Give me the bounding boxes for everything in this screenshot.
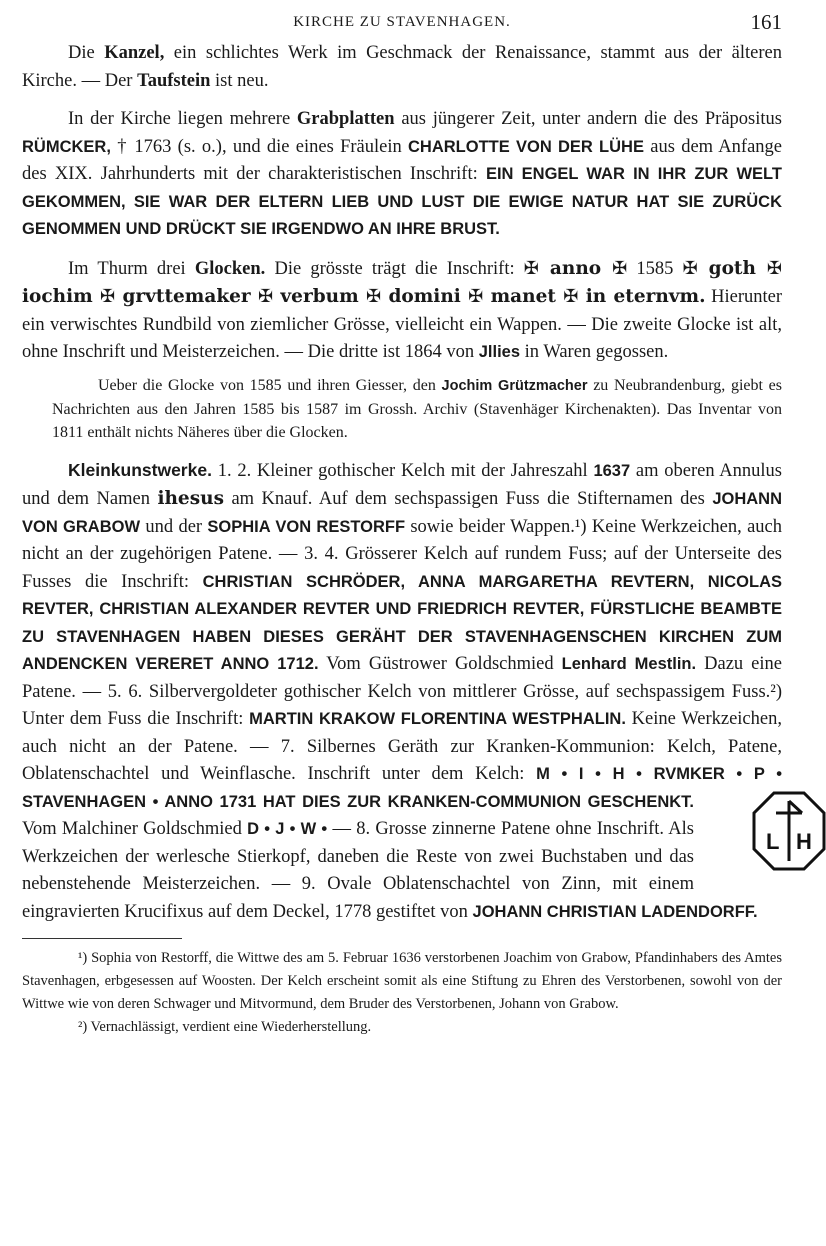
name-restorff: SOPHIA VON RESTORFF bbox=[207, 517, 406, 536]
running-header bbox=[22, 10, 782, 40]
name-ruemcker: RÜMCKER, bbox=[22, 137, 111, 156]
text: In der Kirche liegen mehrere bbox=[68, 109, 297, 129]
cross-icon: ✠ bbox=[366, 286, 382, 306]
cross-icon: ✠ bbox=[468, 286, 484, 306]
cross-icon: ✠ bbox=[258, 286, 274, 306]
text: sowie beider Wappen.¹) Keine Werkzeichen, auch nicht an der zugehörigen Patene. — 3. 4. Grösserer Kelch auf rundem Fuss; auf der Unterseite des Fusses die Inschrift: bbox=[22, 516, 783, 592]
text: Keine Werkzeichen, auch nicht an der Patene. — 7. Silbernes Geräth zur Kranken-Kommunion: Kelch, Patene, Oblatenschachtel und Weinflasche. Inschrift unter dem Kelch: bbox=[22, 709, 782, 784]
document-page bbox=[22, 10, 812, 1039]
text: 1. 2. Kleiner gothischer Kelch mit der Jahreszahl bbox=[211, 460, 594, 481]
footnote-rule bbox=[22, 938, 182, 939]
text: Im Thurm drei bbox=[68, 258, 195, 279]
inscription-engel: EIN ENGEL WAR IN IHR ZUR WELT GEKOMMEN, SIE WAR DER ELTERN LIEB UND LUST DIE EWIGE NATUR HAT SIE ZURÜCK GENOMMEN UND DRÜCKT SIE IRGENDWO AN IHRE BRUST. bbox=[22, 165, 782, 238]
mark-letter: H bbox=[796, 828, 812, 854]
term-taufstein: Taufstein bbox=[137, 70, 211, 91]
text: 1585 bbox=[627, 258, 683, 279]
cross-icon: ✠ bbox=[682, 257, 698, 278]
paragraph-glocken bbox=[22, 255, 782, 367]
blackletter-text: verbum bbox=[273, 286, 367, 307]
term-grabplatten: Grabplatten bbox=[296, 109, 395, 129]
master-mark-icon bbox=[752, 791, 826, 871]
cross-icon: ✠ bbox=[766, 257, 783, 278]
name-charlotte: CHARLOTTE VON DER LÜHE bbox=[408, 137, 644, 156]
text: am oberen Annulus und dem Namen bbox=[22, 460, 782, 509]
paragraph-kanzel bbox=[22, 40, 782, 95]
name-djw: D • J • W • bbox=[247, 820, 328, 838]
cross-icon: ✠ bbox=[563, 286, 579, 306]
year-1637: 1637 bbox=[593, 461, 631, 480]
text: aus dem Anfange des XIX. Jahrhunderts mit der charakteristischen Inschrift: bbox=[22, 136, 782, 184]
text: Dazu eine Patene. — 5. 6. Silbervergoldeter gothischer Kelch von mittlerer Grösse, auf sechspassigem Fuss.²) Unter dem Fuss die Inschrift: bbox=[22, 654, 782, 729]
cross-icon: ✠ bbox=[612, 257, 628, 278]
blackletter-text: in eternvm. bbox=[578, 286, 706, 307]
text: zu Neubrandenburg, giebt es Nachrichten aus den Jahren 1585 bis 1587 im Grossh. Archiv (Stavenhäger Kirchenakten). Das Inventar von 1811 enthält nichts Näheres über die Glocken. bbox=[52, 376, 782, 441]
name-ladendorff: JOHANN CHRISTIAN LADENDORFF. bbox=[472, 902, 758, 921]
name-jllies: Jllies bbox=[478, 343, 521, 361]
blackletter-text: domini bbox=[381, 286, 469, 307]
mark-letter: L bbox=[766, 828, 780, 854]
inscription-ruemker: M • I • H • RVMKER • P • STAVENHAGEN • ANNO 1731 HAT DIES ZUR KRANKEN-COMMUNION GESCHENKT. bbox=[22, 765, 782, 811]
name-gruetzmacher: Jochim Grützmacher bbox=[441, 377, 588, 394]
term-glocken: Glocken. bbox=[194, 258, 266, 279]
blackletter-text: manet bbox=[483, 286, 564, 307]
text: Die bbox=[68, 43, 105, 63]
footnote-2: ²) Vernachlässigt, verdient eine Wiederherstellung. bbox=[78, 1019, 372, 1035]
master-mark bbox=[706, 791, 812, 871]
page-number: 161 bbox=[750, 10, 782, 34]
text: ist neu. bbox=[210, 70, 269, 91]
cross-icon: ✠ bbox=[100, 286, 116, 306]
blackletter-text: iochim bbox=[22, 286, 101, 307]
text: am Knauf. Auf dem sechspassigen Fuss die Stifternamen des bbox=[223, 489, 713, 509]
paragraph-kleinkunstwerke bbox=[22, 457, 812, 927]
text: aus jüngerer Zeit, unter andern die des Präpositus bbox=[394, 109, 782, 129]
text: in Waren gegossen. bbox=[520, 342, 669, 362]
text: Vom Malchiner Goldschmied bbox=[22, 819, 248, 839]
text: ein schlichtes Werk im Geschmack der Renaissance, stammt aus der älteren Kirche. — Der bbox=[22, 43, 783, 91]
inscription-krakow: MARTIN KRAKOW FLORENTINA WESTPHALIN. bbox=[249, 710, 626, 728]
term-kleinkunstwerke: Kleinkunstwerke. bbox=[68, 459, 212, 480]
blackletter-text: goth bbox=[697, 257, 767, 279]
cross-icon: ✠ bbox=[523, 257, 539, 278]
paragraph-grabplatten bbox=[22, 106, 782, 244]
blackletter-text: grvttemaker bbox=[115, 286, 258, 307]
blackletter-text: anno bbox=[538, 257, 613, 279]
text: Ueber die Glocke von 1585 und ihren Giesser, den bbox=[98, 376, 442, 394]
text: — 8. Grosse zinnerne Patene ohne Inschrift. Als Werkzeichen der werlesche Stierkopf, daneben die Reste von zwei Buchstaben und das nebenstehende Meisterzeichen. — 9. Ovale Oblatenschachtel von Zinn, mit einem eingravierten Krucifixus auf dem Deckel, 1778 gestiftet von bbox=[22, 819, 694, 922]
running-title: KIRCHE ZU STAVENHAGEN. bbox=[293, 14, 511, 30]
name-mestlin: Lenhard Mestlin. bbox=[561, 655, 697, 673]
text: Die grösste trägt die Inschrift: bbox=[265, 258, 524, 279]
text: Hierunter ein verwischtes Rundbild von ziemlicher Grösse, vielleicht ein Wappen. — Die zweite Glocke ist alt, ohne Inschrift und Meisterzeichen. — Die dritte ist 1864 von bbox=[22, 287, 782, 362]
footnote-1: ¹) Sophia von Restorff, die Wittwe des am 5. Februar 1636 verstorbenen Joachim von Grabow, Pfandinhabers des Amtes Stavenhagen, erbgesessen auf Woosten. Der Kelch erscheint somit als eine Stiftung zu Ehren des Verstorbenen, sowohl von der Wittwe wie von deren Schwager und Mitvormund, dem Bruder des Verstorbenen, Johann von Grabow. bbox=[22, 950, 782, 1012]
name-ihesus: ihesus bbox=[157, 488, 224, 509]
text: Vom Güstrower Goldschmied bbox=[318, 654, 562, 674]
term-kanzel: Kanzel, bbox=[104, 43, 165, 63]
text: † 1763 (s. o.), und die eines Fräulein bbox=[110, 136, 408, 157]
text: und der bbox=[140, 516, 208, 537]
inscription-schroeder: CHRISTIAN SCHRÖDER, ANNA MARGARETHA REVTERN, NICOLAS REVTER, CHRISTIAN ALEXANDER REVTER UND FRIEDRICH REVTER, FÜRSTLICHE BEAMBTE ZU STAVENHAGEN HABEN DIESES GERÄHT DER STAVENHAGENSCHEN KIRCHEN ZUM ANDENCKEN VERERET ANNO 1712. bbox=[22, 572, 783, 673]
note-glocke bbox=[22, 374, 782, 444]
name-grabow: JOHANN VON GRABOW bbox=[22, 490, 782, 536]
